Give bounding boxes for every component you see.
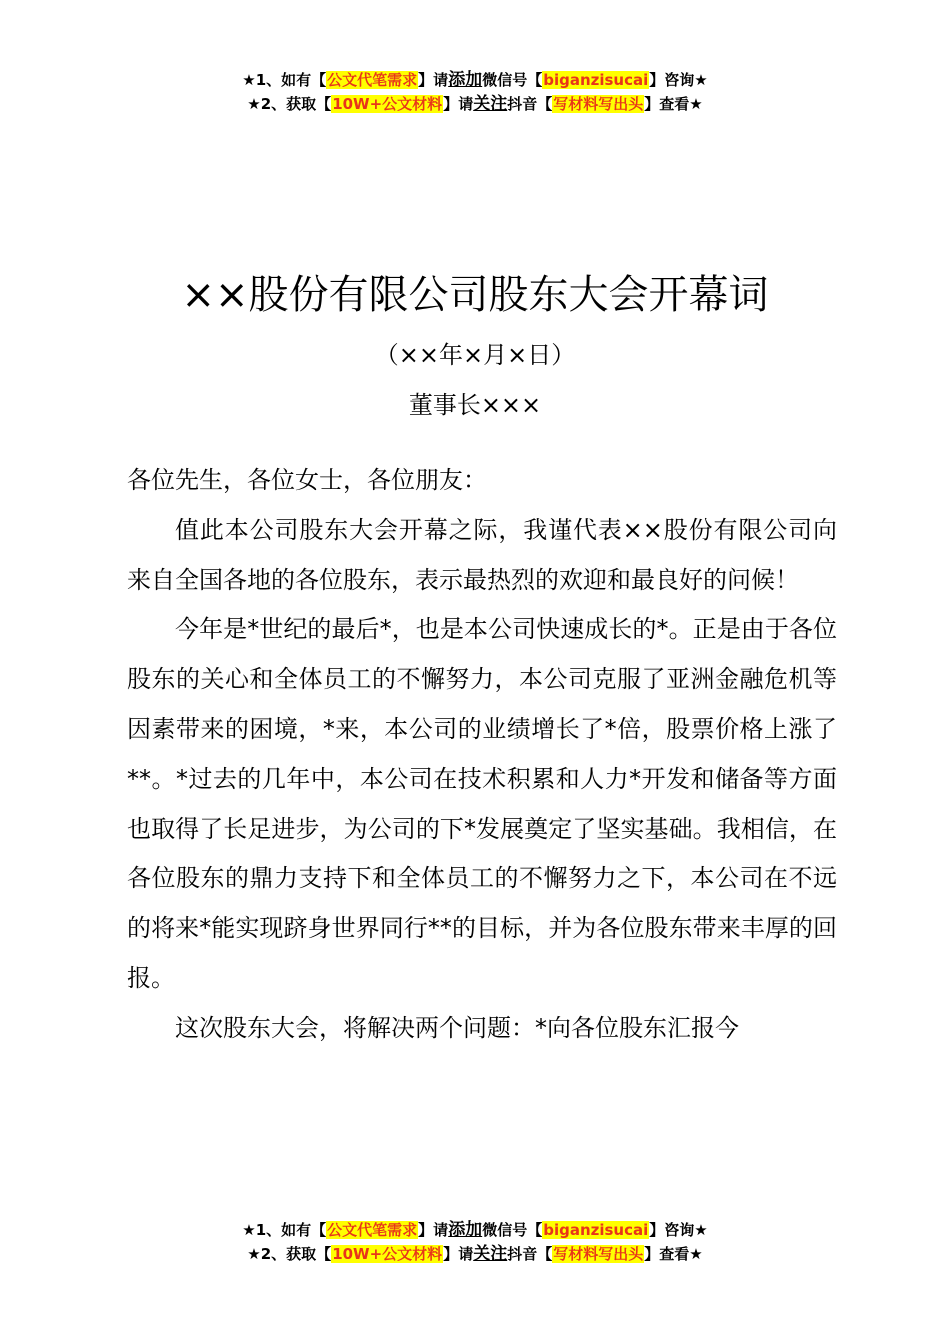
paragraph-2: 今年是*世纪的最后*，也是本公司快速成长的*。正是由于各位股东的关心和全体员工的不懈努力，本公司克服了亚洲金融危机等因素带来的困境，*来，本公司的业绩增长了*倍，股票价格上涨了**。*过去的几年中，本公司在技术积累和人力*开发和储备等方面也取得了长足进步，为公司的下*发展奠定了坚实基础。我相信，在各位股东的鼎力支持下和全体员工的不懈努力之下，本公司在不远的将来*能实现跻身世界同行**的目标，并为各位股东带来丰厚的回报。 <box>127 615 837 992</box>
banner-line-1-mid2: 微信号【 <box>482 71 543 89</box>
bottom-banner-line-1-suffix: 】咨询★ <box>649 1221 708 1239</box>
bottom-banner-line-1-prefix: ★1、如有【 <box>242 1221 327 1239</box>
bottom-banner-line-2-highlight-materials: 10W+公文材料 <box>332 1245 443 1263</box>
document-title: ××股份有限公司股东大会开幕词 <box>181 272 769 318</box>
banner-line-2 <box>0 92 950 116</box>
banner-line-2-suffix: 】查看★ <box>644 95 703 113</box>
banner-line-2-highlight-materials: 10W+公文材料 <box>332 95 443 113</box>
bottom-banner-line-1 <box>0 1218 950 1242</box>
bottom-banner-line-2-highlight-douyin: 写材料写出头 <box>553 1245 644 1263</box>
banner-line-1-prefix: ★1、如有【 <box>242 71 327 89</box>
bottom-banner-line-1-highlight-wechat: biganzisucai <box>543 1221 649 1239</box>
paragraph-1: 值此本公司股东大会开幕之际，我谨代表××股份有限公司向来自全国各地的各位股东，表示最热烈的欢迎和最良好的问候！ <box>127 515 837 594</box>
banner-line-1-suffix: 】咨询★ <box>649 71 708 89</box>
banner-line-2-mid: 】请 <box>443 95 474 113</box>
banner-line-1 <box>0 68 950 92</box>
document-body <box>127 456 837 1054</box>
paragraph-3: 这次股东大会，将解决两个问题：*向各位股东汇报今 <box>175 1013 739 1042</box>
banner-line-1-mid: 】请 <box>418 71 449 89</box>
bottom-banner-line-2-emphasis: 关注 <box>473 1244 508 1264</box>
bottom-banner <box>0 1218 950 1266</box>
banner-line-2-highlight-douyin: 写材料写出头 <box>553 95 644 113</box>
banner-line-2-mid2: 抖音【 <box>507 95 553 113</box>
banner-line-1-highlight-service: 公文代笔需求 <box>327 71 418 89</box>
banner-line-1-highlight-wechat: biganzisucai <box>543 71 649 89</box>
bottom-banner-line-2-prefix: ★2、获取【 <box>247 1245 332 1263</box>
document-author: 董事长××× <box>408 391 542 419</box>
bottom-banner-line-2-mid2: 抖音【 <box>507 1245 553 1263</box>
bottom-banner-line-1-emphasis: 添加 <box>448 1220 483 1240</box>
bottom-banner-line-1-highlight-service: 公文代笔需求 <box>327 1221 418 1239</box>
document-date: （××年×月×日） <box>374 341 576 369</box>
banner-line-2-prefix: ★2、获取【 <box>247 95 332 113</box>
bottom-banner-line-2-mid: 】请 <box>443 1245 474 1263</box>
bottom-banner-line-2 <box>0 1242 950 1266</box>
banner-line-2-emphasis: 关注 <box>473 94 508 114</box>
bottom-banner-line-1-mid: 】请 <box>418 1221 449 1239</box>
banner-line-1-emphasis: 添加 <box>448 70 483 90</box>
salutation: 各位先生，各位女士，各位朋友： <box>127 466 487 494</box>
bottom-banner-line-2-suffix: 】查看★ <box>644 1245 703 1263</box>
top-banner <box>0 68 950 116</box>
bottom-banner-line-1-mid2: 微信号【 <box>482 1221 543 1239</box>
